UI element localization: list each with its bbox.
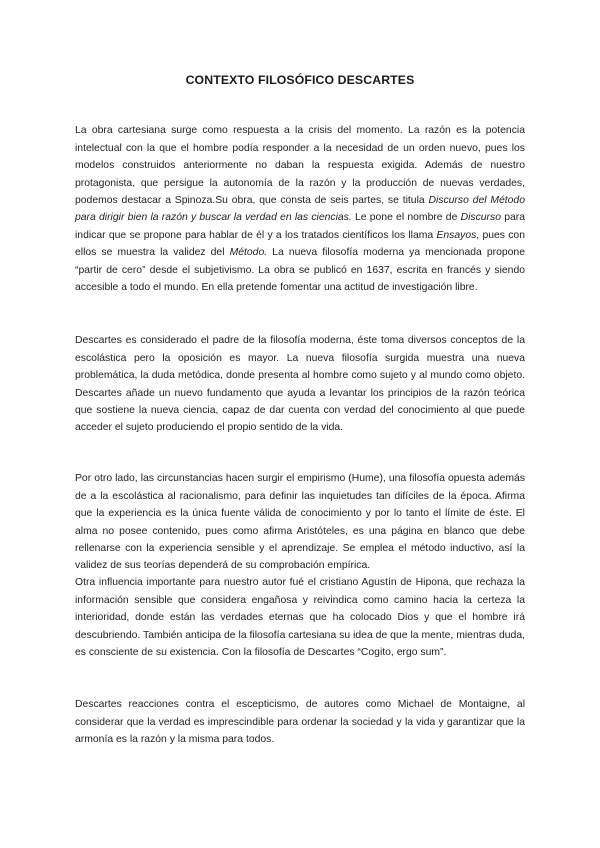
- paragraph-empirismo: Por otro lado, las circunstancias hacen surgir el empirismo (Hume), una filosofía opuesta además de a la escolástica al racionalismo, para definir las inquietudes tan difíciles de la época. Afirma que la experiencia es la única fuente válida de conocimiento y por lo tanto el límite de éste. El alma no posee contenido, pues como afirma Aristóteles, es una página en blanco que debe rellenarse con la experiencia sensible y el aprendizaje. Se emplea el método inductivo, así la validez de sus teorías dependerá de su comprobación empírica.: [75, 473, 525, 572]
- paragraph-padre-filosofia-moderna: Descartes es considerado el padre de la filosofía moderna, éste toma diversos conceptos de la escolástica pero la oposición es mayor. La nueva filosofía surgida muestra una nueva problemática, la duda metódica, donde presenta al hombre como sujeto y al mundo como objeto. Descartes añade un nuevo fundamento que ayuda a levantar los principios de la razón teórica que sostiene la nueva ciencia, capaz de dar cuenta con verdad del conocimiento al que puede acceder el sujeto produciendo el propio sentido de la vida.: [75, 335, 525, 434]
- book-title-italic: Discurso del Método para dirigir bien la razón y buscar la verdad en las ciencias.: [75, 195, 525, 224]
- paragraph-text: , pues con ellos se muestra la validez del: [75, 229, 525, 259]
- metodo-italic: Método.: [229, 247, 268, 259]
- paragraph-text: La obra cartesiana surge como respuesta a la crisis del momento. La razón es la potencia intelectual con la que el hombre podía responder a la necesidad de un orden nuevo, pues los modelos construidos anteriormente no daban la respuesta exigida. Además de nuestro protagonista, que persigue la autonomía de la razón y la producción de nuevas verdades, podemos destacar a Spinoza.Su obra, que consta de seis partes, se titula: [75, 125, 525, 207]
- paragraph-agustin-de-hipona: Otra influencia importante para nuestro autor fué el cristiano Agustín de Hipona, que rechaza la información sensible que considera engañosa y reivindica como camino hacia la certeza la interioridad, donde están las verdades eternas que ha colocado Dios y que el hombre irá descubriendo. También anticipa de la filosofía cartesiana su idea de que la mente, mientras duda, es consciente de su existencia. Con la filosofía de Descartes “Cogito, ergo sum”.: [75, 577, 525, 659]
- paragraph-obra-cartesiana: [75, 122, 525, 296]
- paragraph-escepticismo: Descartes reacciones contra el escepticismo, de autores como Michael de Montaigne, al considerar que la verdad es imprescindible para ordenar la sociedad y la vida y garantizar que la armonía es la razón y la misma para todos.: [75, 699, 525, 746]
- paragraph-text: La nueva filosofía moderna ya mencionada propone “partir de cero” desde el subjetivismo. La obra se publicó en 1637, escrita en francés y siendo accesible a todo el mundo. En ella pretende fomentar una actitud de investigación libre.: [75, 247, 525, 294]
- paragraph-text: Le pone el nombre de: [351, 212, 461, 224]
- discurso-italic: Discurso: [460, 212, 501, 224]
- ensayos-italic: Ensayos: [436, 229, 477, 241]
- paragraph-text: para indicar que se propone para hablar de él y a los tratados científicos los llama: [75, 212, 525, 241]
- document-title: CONTEXTO FILOSÓFICO DESCARTES: [185, 73, 415, 87]
